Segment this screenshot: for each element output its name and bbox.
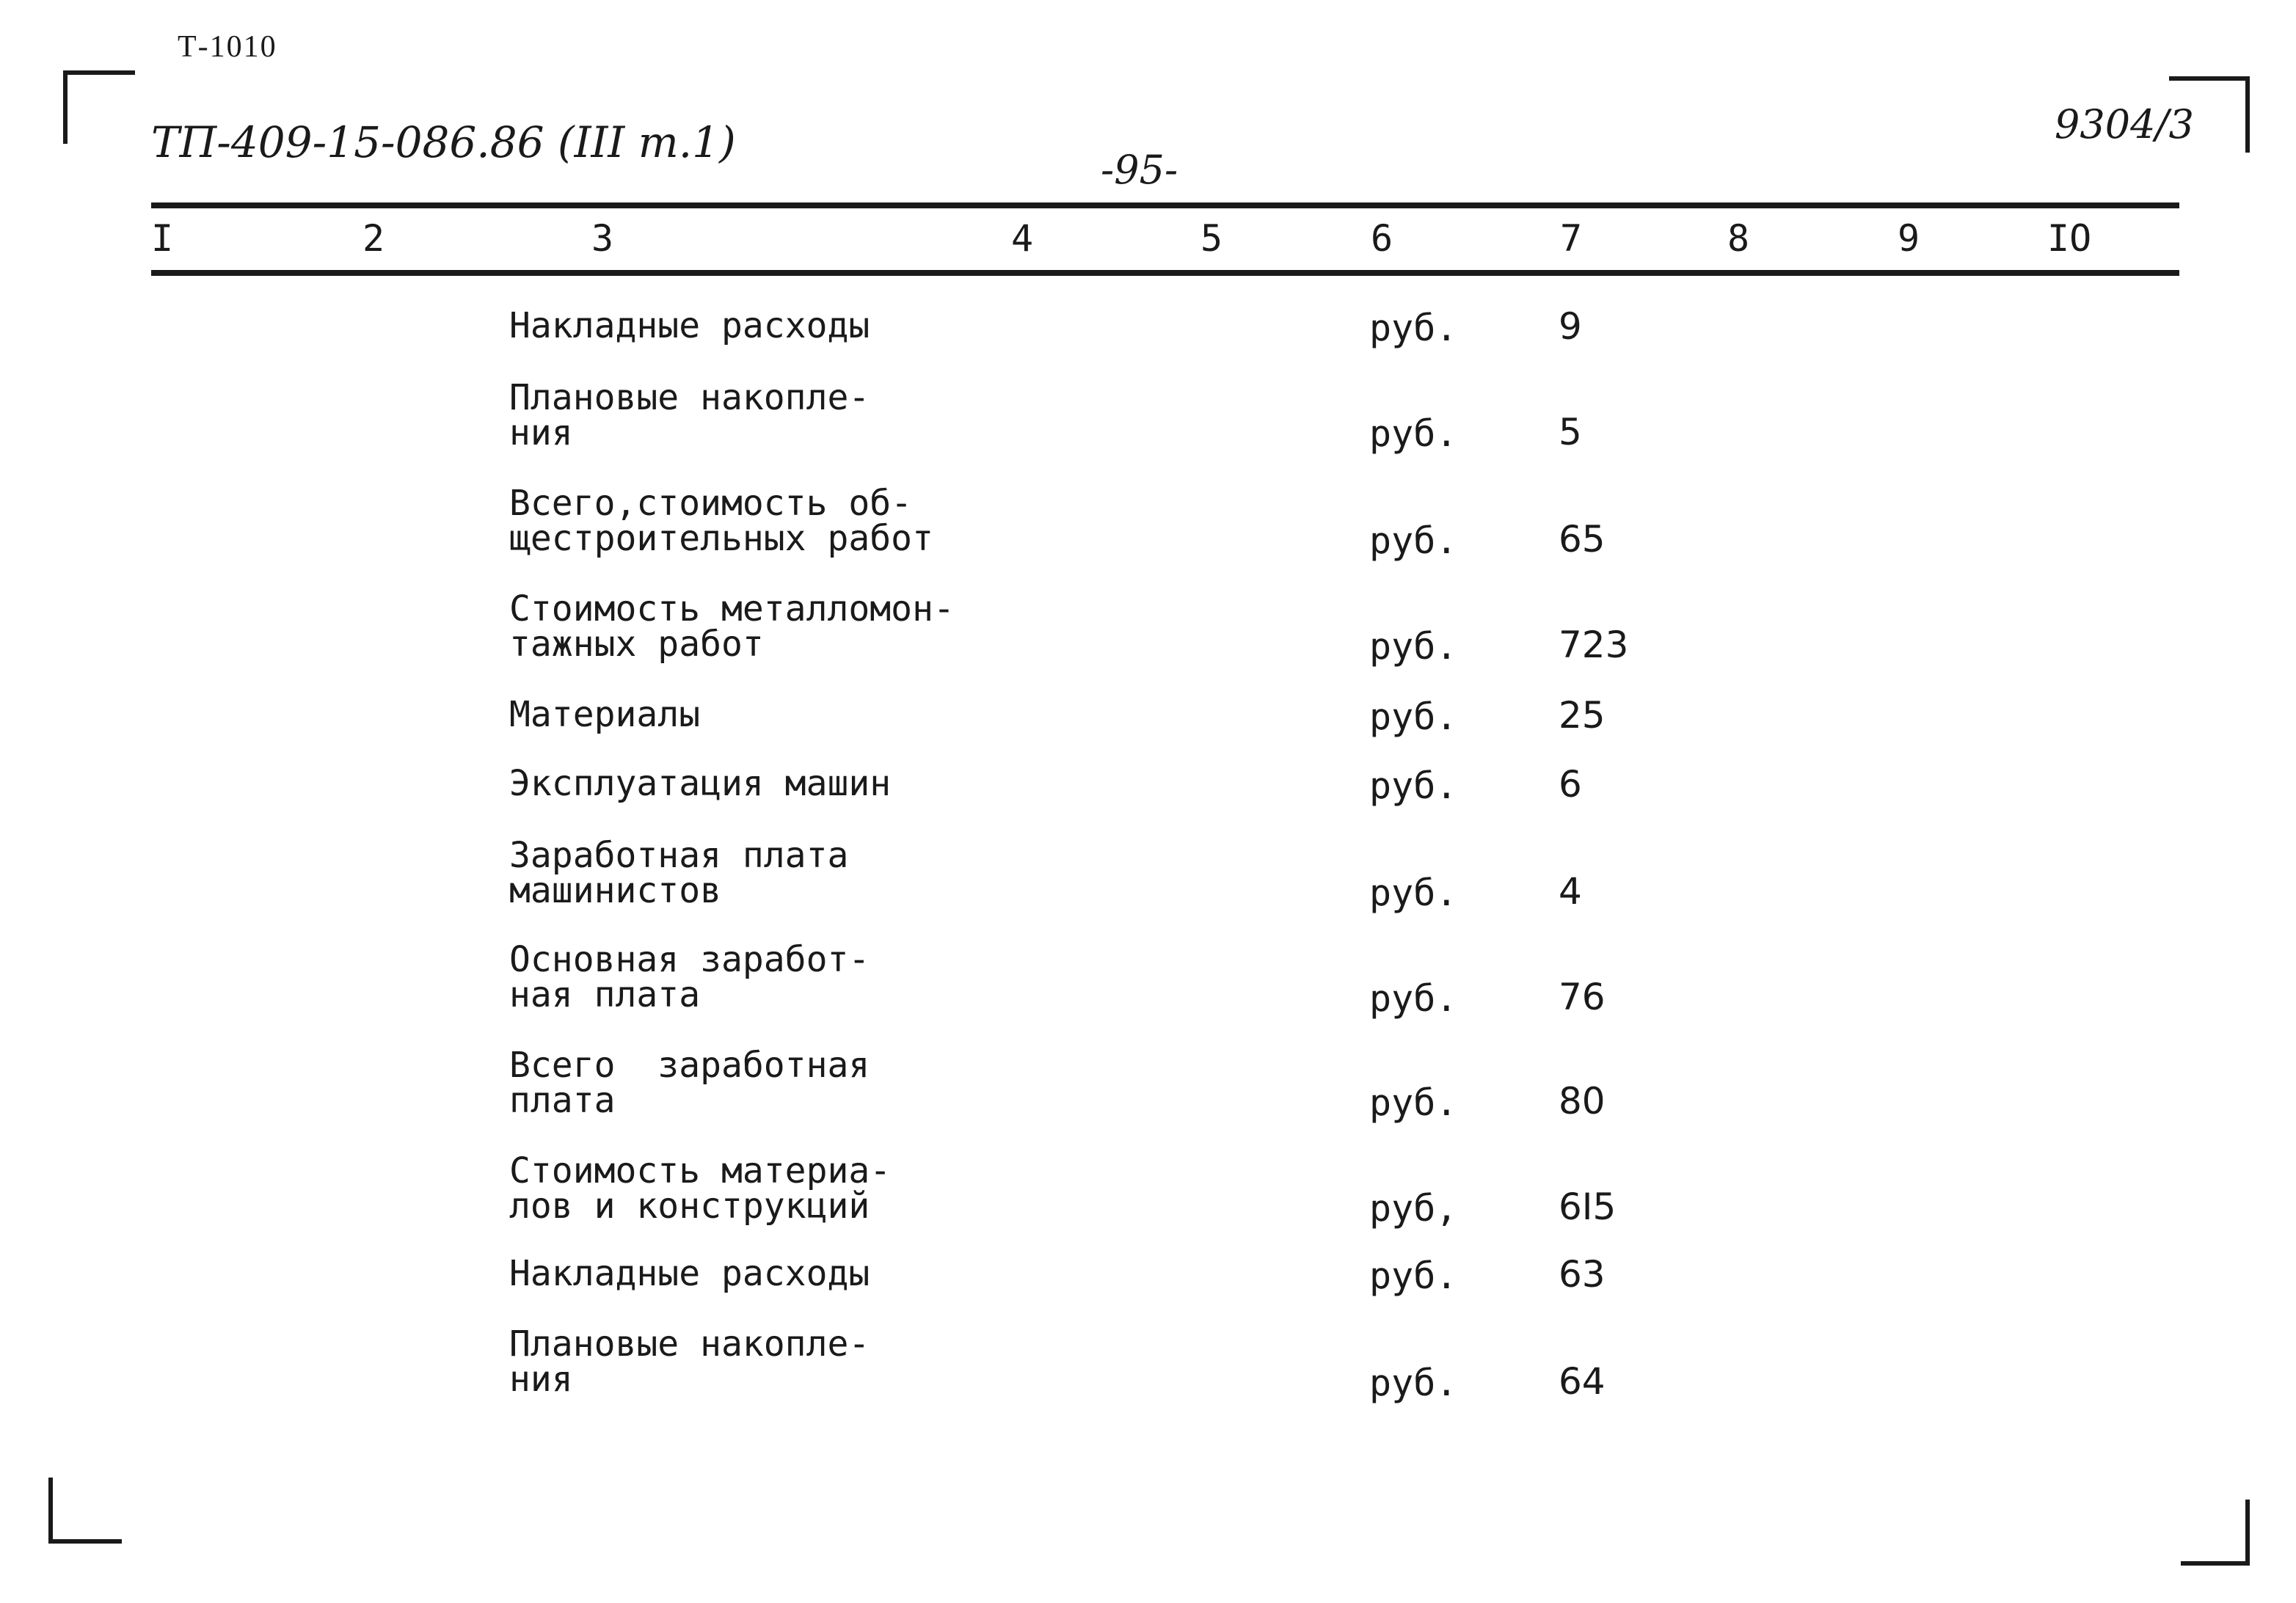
row-unit: руб. [1369,872,1458,914]
table-header-rule [151,270,2179,276]
row-value: 9 [1559,305,1582,348]
row-name: Заработная плата машинистов [509,835,849,911]
column-header-3: 3 [591,217,614,260]
row-value: 80 [1559,1080,1606,1122]
column-header-6: 6 [1371,217,1393,260]
corner-bracket-top-right-vertical [2245,76,2250,153]
row-unit: руб. [1369,977,1458,1020]
row-unit: руб. [1369,412,1458,455]
column-header-8: 8 [1727,217,1750,260]
document-number: ТП-409-15-086.86 (ІІІ т.1) [151,117,736,167]
row-name: Накладные расходы [509,305,870,346]
corner-bracket-top-left [63,70,135,75]
row-value: 64 [1559,1360,1606,1403]
row-name: Стоимость металломон- тажных работ [509,588,955,665]
row-value: 6I5 [1559,1186,1617,1228]
column-header-7: 7 [1560,217,1583,260]
document-code: Т-1010 [178,30,277,64]
row-name: Накладные расходы [509,1253,870,1294]
row-unit: руб, [1369,1187,1458,1230]
row-unit: руб. [1369,1362,1458,1404]
row-value: 25 [1559,694,1606,737]
row-unit: руб. [1369,1081,1458,1124]
row-unit: руб. [1369,519,1458,562]
row-name: Основная заработ- ная плата [509,939,870,1015]
row-unit: руб. [1369,1255,1458,1297]
row-name: Всего заработная плата [509,1045,870,1121]
row-value: 76 [1559,976,1606,1018]
row-name: Материалы [509,694,701,735]
corner-bracket-bottom-left [48,1539,122,1544]
corner-bracket-bottom-right-vertical [2245,1500,2250,1566]
column-header-9: 9 [1898,217,1920,260]
row-value: 63 [1559,1253,1606,1296]
sheet-reference: 9304/3 [2055,101,2194,147]
corner-bracket-bottom-right [2181,1561,2250,1566]
column-header-2: 2 [362,217,385,260]
row-value: 65 [1559,518,1606,560]
page-number: -95- [1101,147,1178,193]
row-unit: руб. [1369,307,1458,349]
row-unit: руб. [1369,625,1458,668]
corner-bracket-bottom-left-vertical [48,1478,53,1544]
column-header-4: 4 [1011,217,1034,260]
row-unit: руб. [1369,695,1458,738]
column-header-10: IO [2047,217,2092,260]
column-header-5: 5 [1200,217,1223,260]
row-value: 723 [1559,624,1629,666]
column-header-1: I [151,217,174,260]
row-name: Всего,стоимость об- щестроительных работ [509,483,933,559]
row-value: 4 [1559,870,1582,913]
row-unit: руб. [1369,764,1458,807]
corner-bracket-top-right [2169,76,2250,81]
row-value: 5 [1559,411,1582,453]
row-name: Плановые накопле- ния [509,1323,870,1400]
table-top-rule [151,202,2179,208]
row-name: Эксплуатация машин [509,763,892,804]
row-name: Плановые накопле- ния [509,377,870,453]
row-name: Стоимость материа- лов и конструкций [509,1150,892,1227]
corner-bracket-top-left-vertical [63,70,68,144]
row-value: 6 [1559,763,1582,806]
